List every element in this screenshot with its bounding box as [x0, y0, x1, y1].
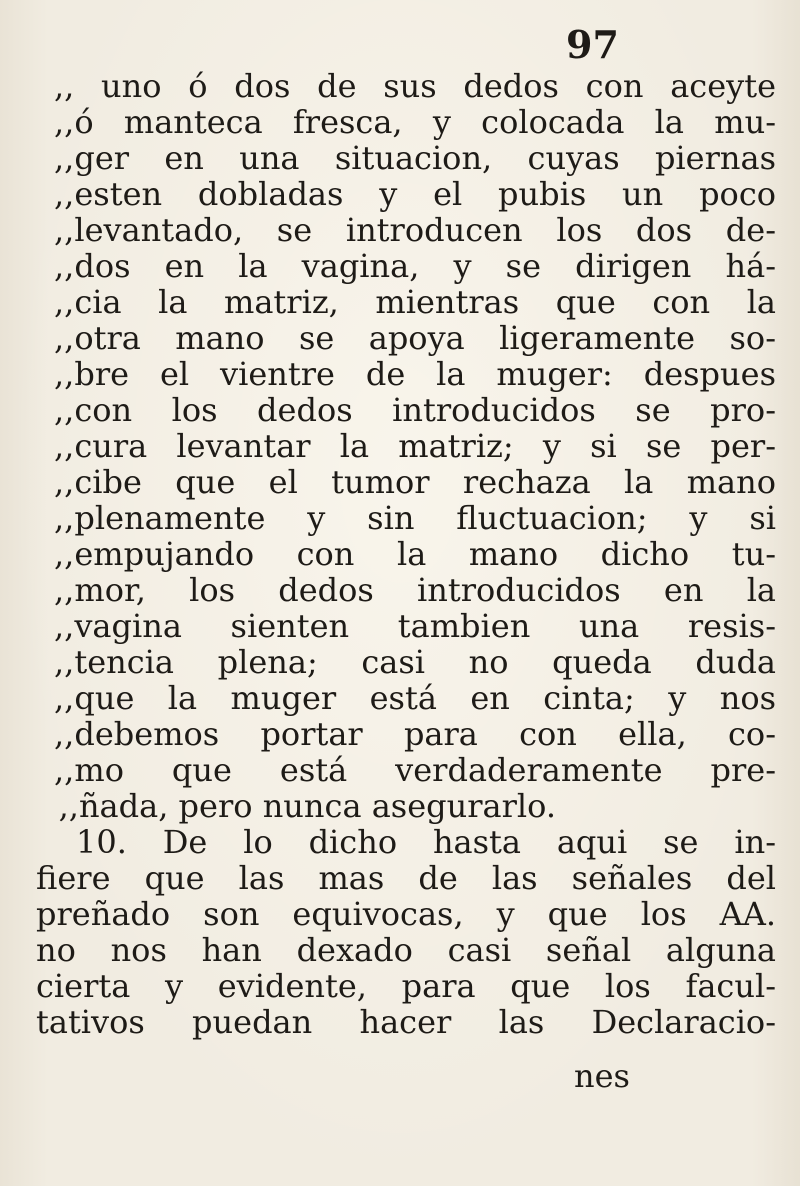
text-line: ,,cura levantar la matriz; y si se per-	[54, 427, 776, 465]
text-line: ,,ó manteca fresca, y colocada la mu-	[54, 103, 776, 141]
text-line: ,,ger en una situacion, cuyas piernas	[54, 139, 776, 177]
text-line: ,,esten dobladas y el pubis un poco	[54, 175, 776, 213]
text-line: ,,ñada, pero nunca asegurarlo.	[58, 787, 556, 825]
body-text	[36, 68, 776, 1040]
text-line: ,,cibe que el tumor rechaza la mano	[54, 463, 776, 501]
text-line: ,, uno ó dos de sus dedos con aceyte	[54, 67, 776, 105]
text-line: no nos han dexado casi señal alguna	[36, 931, 776, 969]
text-line: ,,plenamente y sin fluctuacion; y si	[54, 499, 776, 537]
text-line: ,,cia la matriz, mientras que con la	[54, 283, 776, 321]
text-line: cierta y evidente, para que los facul-	[36, 967, 776, 1005]
text-line: ,,tencia plena; casi no queda duda	[54, 643, 776, 681]
catchword: nes	[574, 1057, 630, 1095]
page-number: 97	[566, 22, 619, 67]
paragraph-start-line: 10. De lo dicho hasta aqui se in-	[76, 823, 776, 861]
text-line: ,,dos en la vagina, y se dirigen há-	[54, 247, 776, 285]
text-line: ,,mo que está verdaderamente pre-	[54, 751, 776, 789]
text-line: ,,vagina sienten tambien una resis-	[54, 607, 776, 645]
text-line: ,,con los dedos introducidos se pro-	[54, 391, 776, 429]
text-line: ,,que la muger está en cinta; y nos	[54, 679, 776, 717]
text-line: ,,mor, los dedos introducidos en la	[54, 571, 776, 609]
text-line: ,,debemos portar para con ella, co-	[54, 715, 776, 753]
text-line: ,,otra mano se apoya ligeramente so-	[54, 319, 776, 357]
text-line: preñado son equivocas, y que los AA.	[36, 895, 776, 933]
text-line: ,,empujando con la mano dicho tu-	[54, 535, 776, 573]
text-line: fiere que las mas de las señales del	[36, 859, 776, 897]
text-line: ,,bre el vientre de la muger: despues	[54, 355, 776, 393]
text-line: ,,levantado, se introducen los dos de-	[54, 211, 776, 249]
text-line: tativos puedan hacer las Declaracio-	[36, 1003, 776, 1041]
